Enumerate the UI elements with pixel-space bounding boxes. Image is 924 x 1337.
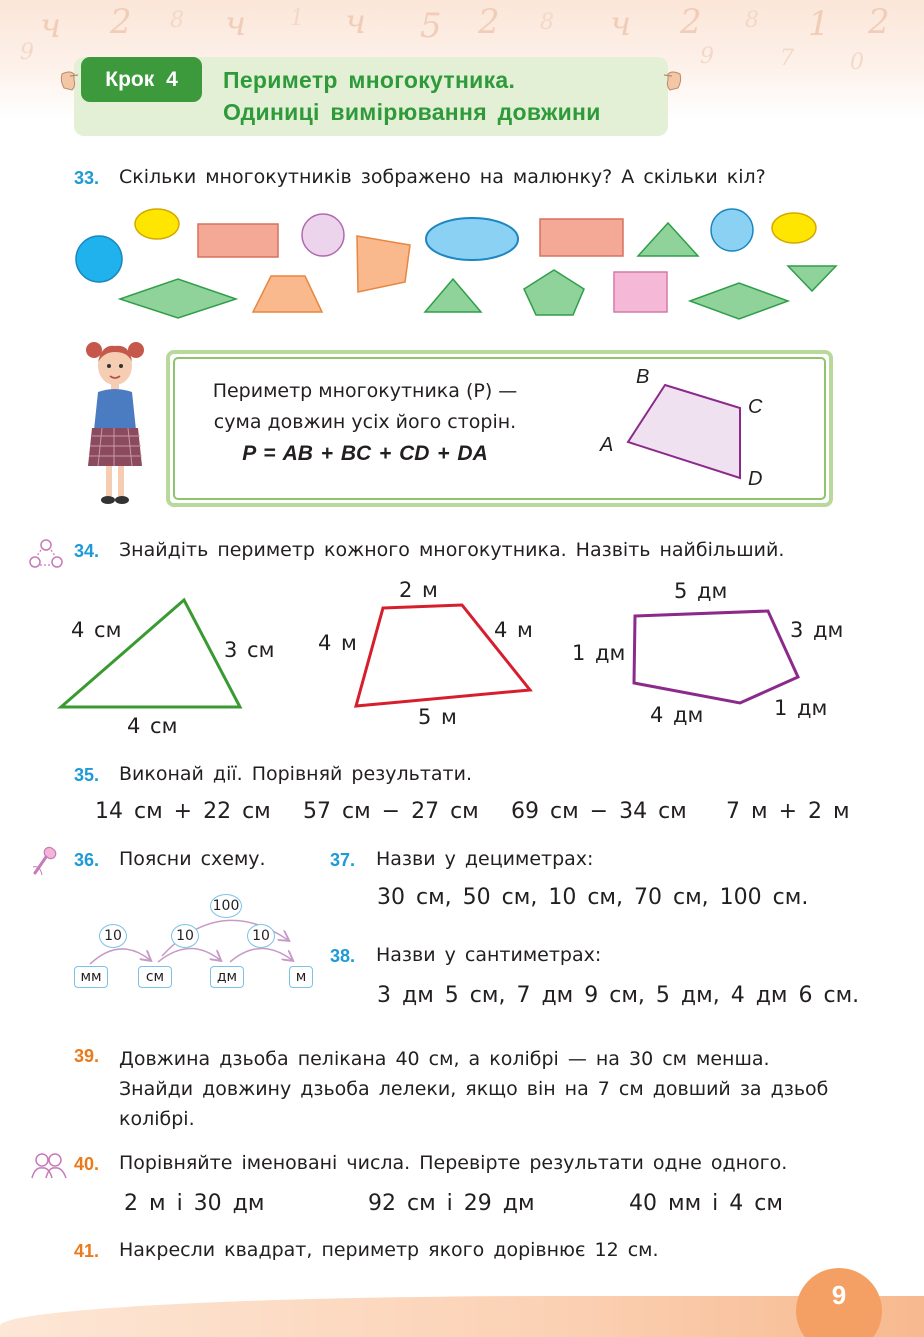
quadrilateral-abcd-diagram xyxy=(620,380,750,480)
title-line-1: Периметр многокутника. xyxy=(223,67,516,93)
expression: 57 см − 27 см xyxy=(303,799,479,824)
title-line-2: Одиниці вимірювання довжини xyxy=(223,99,601,125)
triangle-shape xyxy=(425,279,481,312)
text-line: Довжина дзьоба пелікана 40 см, а колібрі — на 30 см менша. xyxy=(119,1048,770,1070)
comparison-pair: 2 м і 30 дм xyxy=(124,1191,265,1216)
rhombus-shape xyxy=(690,283,788,319)
page-title xyxy=(223,64,601,128)
exercise-text: Порівняйте іменовані числа. Перевірте результати одне одного. xyxy=(119,1152,788,1174)
exercise-text: Накресли квадрат, периметр якого дорівнює 12 см. xyxy=(119,1239,659,1261)
group-work-icon xyxy=(28,538,64,572)
trapezoid-shape xyxy=(253,276,322,312)
definition-line-2: сума довжин усіх його сторін. xyxy=(213,411,517,433)
girl-illustration xyxy=(84,338,146,510)
exercise-number: 36. xyxy=(74,850,100,870)
side-length-label: 3 см xyxy=(224,638,275,662)
side-length-label: 4 м xyxy=(318,631,357,655)
vertex-label-b: B xyxy=(636,366,650,388)
page-number: 9 xyxy=(796,1268,882,1337)
comparison-pair: 92 см і 29 дм xyxy=(368,1191,535,1216)
side-length-label: 3 дм xyxy=(790,618,844,642)
exercise-number: 41. xyxy=(74,1241,100,1261)
vertex-label-c: C xyxy=(748,396,763,418)
side-length-label: 5 м xyxy=(418,705,457,729)
side-length-label: 4 дм xyxy=(650,703,704,727)
pentagon-shape xyxy=(524,270,584,315)
exercise-number: 39. xyxy=(74,1046,100,1066)
definition-line-1: Периметр многокутника (P) — xyxy=(212,380,518,402)
circle-shape xyxy=(772,213,816,243)
pointing-hand-icon xyxy=(58,66,80,96)
quadrilateral-shape xyxy=(357,236,410,292)
pointing-hand-icon xyxy=(662,66,684,96)
vertex-label-a: A xyxy=(600,434,614,456)
exercise-number: 34. xyxy=(74,541,100,561)
exercise-number: 37. xyxy=(330,850,356,870)
unit-box: м xyxy=(289,966,313,988)
exercise-number: 38. xyxy=(330,946,356,966)
circle-shape xyxy=(302,214,344,256)
circle-shape xyxy=(76,236,122,282)
side-length-label: 5 дм xyxy=(674,579,728,603)
side-length-label: 1 дм xyxy=(774,696,828,720)
exercise-text: Знайдіть периметр кожного многокутника. Назвіть найбільший. xyxy=(119,539,785,561)
footer-band xyxy=(0,1296,924,1337)
side-length-label: 4 м xyxy=(494,618,533,642)
exercise-text: Скільки многокутників зображено на малюнку? А скільки кіл? xyxy=(119,166,766,188)
exercise-values: 3 дм 5 см, 7 дм 9 см, 5 дм, 4 дм 6 см. xyxy=(377,983,860,1008)
side-length-label: 2 м xyxy=(399,578,438,602)
side-length-label: 1 дм xyxy=(572,641,626,665)
rectangle-shape xyxy=(540,219,623,256)
rhombus-shape xyxy=(120,279,236,318)
factor-label: 10 xyxy=(247,924,275,948)
microphone-icon xyxy=(30,845,64,879)
factor-label: 100 xyxy=(210,894,242,918)
exercise-text: Назви у сантиметрах: xyxy=(376,944,602,966)
pentagon-figure xyxy=(628,605,806,709)
shapes-illustration xyxy=(60,200,860,330)
circle-shape xyxy=(426,218,518,260)
perimeter-formula: P = AB + BC + CD + DA xyxy=(242,442,488,465)
triangle-shape xyxy=(788,266,836,291)
factor-label: 10 xyxy=(99,924,127,948)
circle-shape xyxy=(135,209,179,239)
exercise-text: Виконай дії. Порівняй результати. xyxy=(119,763,473,785)
expression: 14 см + 22 см xyxy=(95,799,271,824)
exercise-number: 40. xyxy=(74,1154,100,1174)
exercise-text: Поясни схему. xyxy=(119,848,266,870)
expression: 69 см − 34 см xyxy=(511,799,687,824)
exercise-number: 35. xyxy=(74,765,100,785)
comparison-pair: 40 мм і 4 см xyxy=(629,1191,783,1216)
unit-box: дм xyxy=(210,966,244,988)
exercise-values: 30 см, 50 см, 10 см, 70 см, 100 см. xyxy=(377,885,809,910)
text-line: Знайди довжину дзьоба лелеки, якщо він на 7 см довший за дзьоб xyxy=(119,1078,829,1100)
side-length-label: 4 см xyxy=(71,618,122,642)
side-length-label: 4 см xyxy=(127,714,178,738)
text-line: колібрі. xyxy=(119,1108,195,1130)
definition-text xyxy=(185,376,545,469)
triangle-shape xyxy=(638,223,698,256)
square-shape xyxy=(614,272,667,312)
circle-shape xyxy=(711,209,753,251)
exercise-text xyxy=(119,1044,828,1134)
unit-box: см xyxy=(138,966,172,988)
exercise-text: Назви у дециметрах: xyxy=(376,848,594,870)
rectangle-shape xyxy=(198,224,278,257)
exercise-number: 33. xyxy=(74,168,100,188)
pair-work-icon xyxy=(30,1150,68,1180)
vertex-label-d: D xyxy=(748,468,763,490)
expression: 7 м + 2 м xyxy=(726,799,850,824)
step-badge: Крок 4 xyxy=(81,57,202,102)
unit-box: мм xyxy=(74,966,108,988)
factor-label: 10 xyxy=(171,924,199,948)
